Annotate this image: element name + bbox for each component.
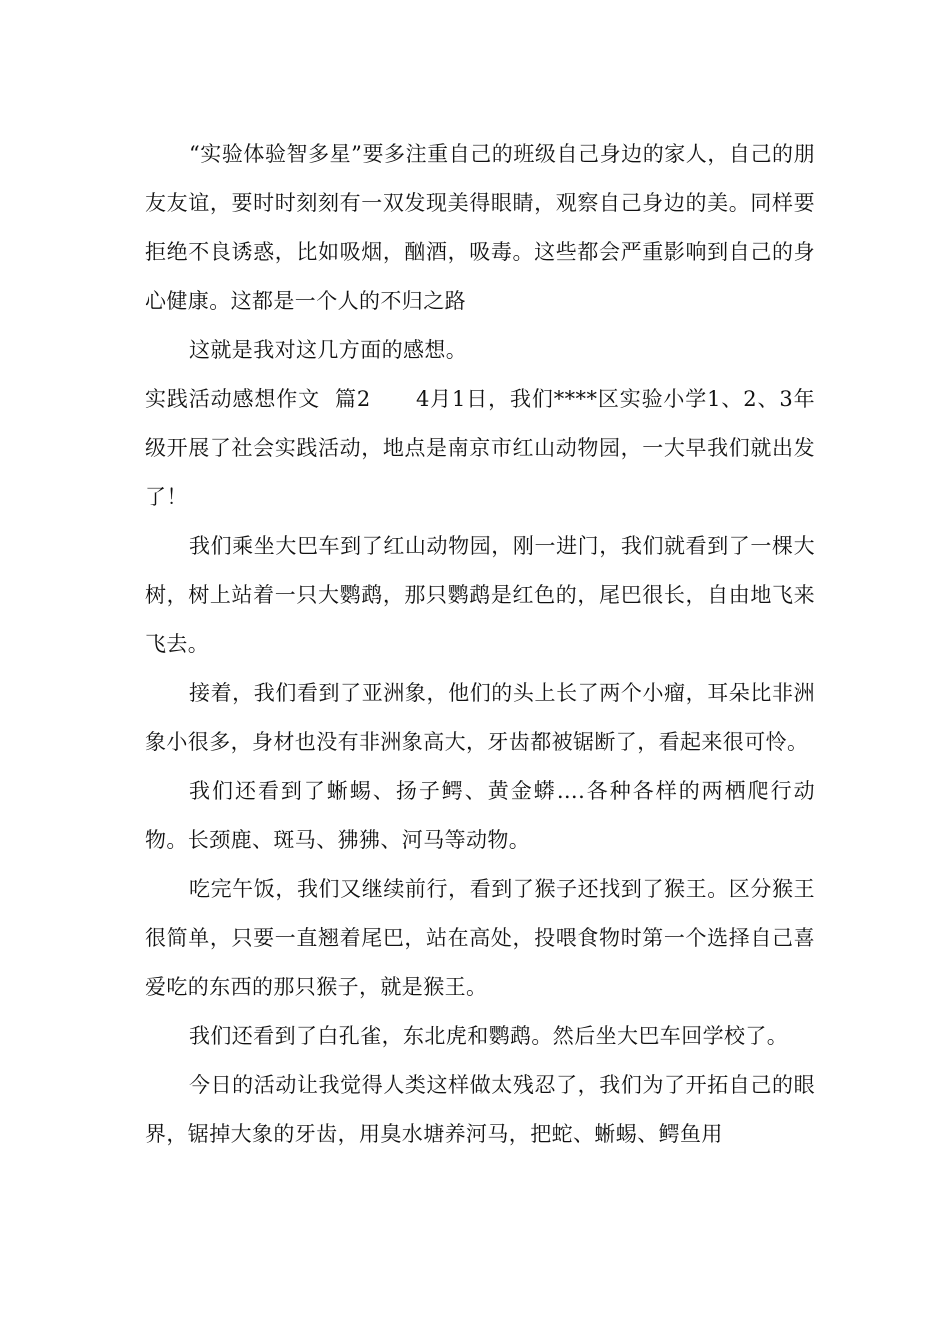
paragraph-6: 吃完午饭，我们又继续前行，看到了猴子还找到了猴王。区分猴王很简单，只要一直翘着尾巴，站在高处，投喂食物时第一个选择自己喜爱吃的东西的那只猴子，就是猴王。 <box>145 877 815 999</box>
paragraph-5: 我们还看到了蜥蜴、扬子鳄、黄金蟒….各种各样的两栖爬行动物。长颈鹿、斑马、狒狒、河马等动物。 <box>145 779 815 852</box>
paragraph-1: “实验体验智多星”要多注重自己的班级自己身边的家人，自己的朋友友谊，要时时刻刻有一双发现美得眼睛，观察自己身边的美。同样要拒绝不良诱惑，比如吸烟，酗酒，吸毒。这些都会严重影响到自己的身心健康。这都是一个人的不归之路 <box>145 142 815 313</box>
document-body <box>145 130 815 1159</box>
section-intro-paragraph <box>145 375 815 522</box>
paragraph-8: 今日的活动让我觉得人类这样做太残忍了，我们为了开拓自己的眼界，锯掉大象的牙齿，用臭水塘养河马，把蛇、蜥蜴、鳄鱼用 <box>145 1073 815 1146</box>
paragraph-2: 这就是我对这几方面的感想。 <box>189 338 468 362</box>
section-heading: 实践活动感想作文 篇2 <box>145 387 371 411</box>
paragraph-4: 接着，我们看到了亚洲象，他们的头上长了两个小瘤，耳朵比非洲象小很多，身材也没有非洲象高大，牙齿都被锯断了，看起来很可怜。 <box>145 681 815 754</box>
paragraph-7: 我们还看到了白孔雀，东北虎和鹦鹉。然后坐大巴车回学校了。 <box>189 1024 789 1048</box>
paragraph-3: 我们乘坐大巴车到了红山动物园，刚一进门，我们就看到了一棵大树，树上站着一只大鹦鹉，那只鹦鹉是红色的，尾巴很长，自由地飞来飞去。 <box>145 534 815 656</box>
section-intro: 4月1日，我们****区实验小学1、2、3年级开展了社会实践活动，地点是南京市红山动物园，一大早我们就出发了！ <box>145 387 816 509</box>
heading-spacer <box>371 387 416 411</box>
